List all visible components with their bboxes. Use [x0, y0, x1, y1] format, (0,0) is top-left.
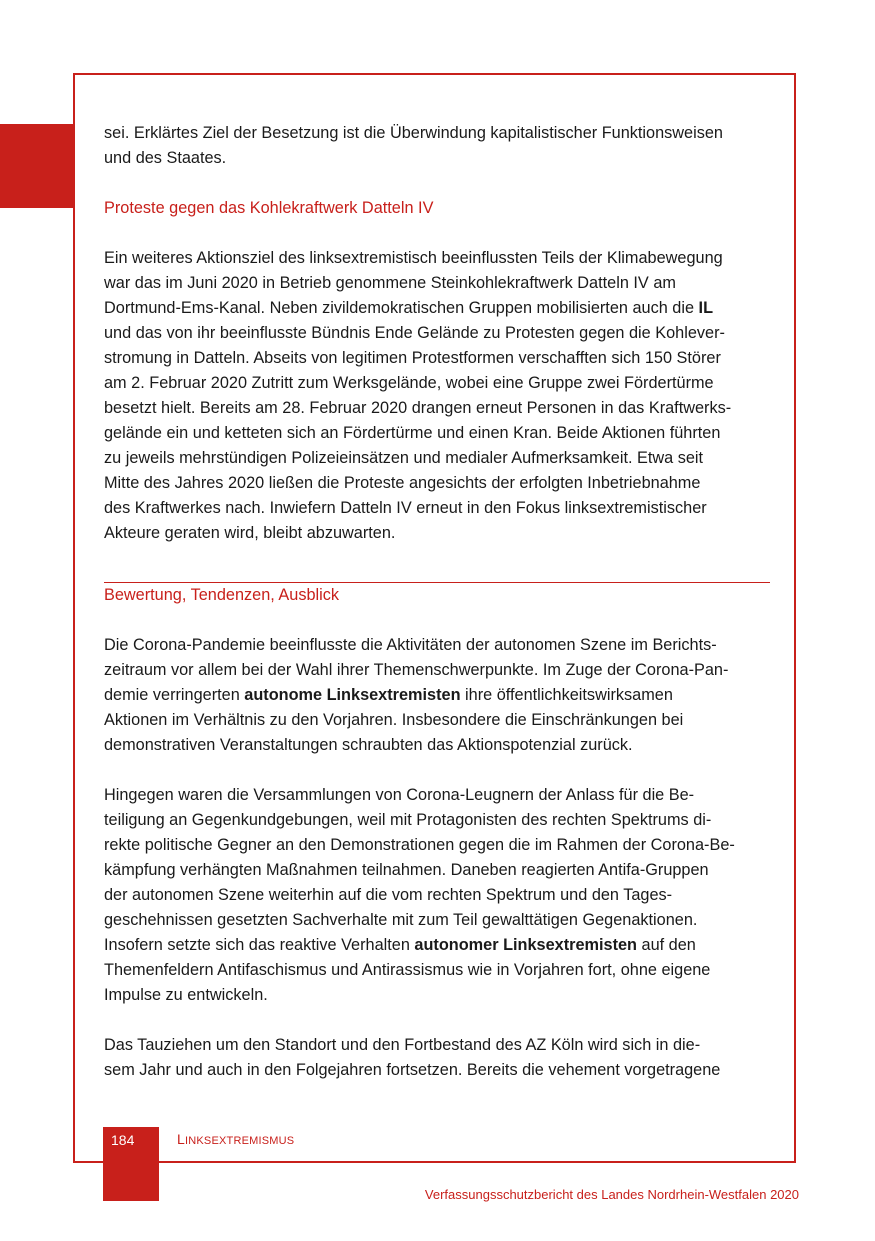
running-section-title: LINKSEXTREMISMUS: [177, 1131, 295, 1147]
text-line: demonstrativen Veranstaltungen schraubten das Aktionspotenzial zurück.: [104, 736, 633, 754]
text-line: Mitte des Jahres 2020 ließen die Proteste angesichts der erfolgten Inbetriebnahme: [104, 474, 701, 492]
publication-footer: Verfassungsschutzbericht des Landes Nordrhein-Westfalen 2020: [424, 1187, 799, 1202]
page-number-box: [103, 1127, 159, 1201]
section-heading-datteln: Proteste gegen das Kohlekraftwerk Datteln IV: [104, 199, 434, 217]
text-line: war das im Juni 2020 in Betrieb genommene Steinkohlekraftwerk Datteln IV am: [104, 274, 676, 292]
text-line: Das Tauziehen um den Standort und den Fortbestand des AZ Köln wird sich in die-: [104, 1036, 701, 1054]
chapter-tab-marker: [0, 124, 75, 208]
text-line: des Kraftwerkes nach. Inwiefern Datteln IV erneut in den Fokus linksextremistischer: [104, 499, 707, 517]
text-line: Insofern setzte sich das reaktive Verhalten autonomer Linksextremisten auf den: [104, 936, 696, 954]
text-line: teiligung an Gegenkundgebungen, weil mit Protagonisten des rechten Spektrums di-: [104, 811, 712, 829]
paragraph-az-koeln: [104, 1033, 770, 1083]
text-line: kämpfung verhängten Maßnahmen teilnahmen. Daneben reagierten Antifa-Gruppen: [104, 861, 709, 879]
text-line: und das von ihr beeinflusste Bündnis Ende Gelände zu Protesten gegen die Kohlever-: [104, 324, 725, 342]
text-line: sem Jahr und auch in den Folgejahren fortsetzen. Bereits die vehement vorgetragene: [104, 1061, 721, 1079]
section-heading-bewertung: Bewertung, Tendenzen, Ausblick: [104, 586, 340, 604]
text-line: Hingegen waren die Versammlungen von Corona-Leugnern der Anlass für die Be-: [104, 786, 695, 804]
text-line: der autonomen Szene weiterhin auf die vom rechten Spektrum und den Tages-: [104, 886, 673, 904]
text-line: zeitraum vor allem bei der Wahl ihrer Themenschwerpunkte. Im Zuge der Corona-Pan-: [104, 661, 729, 679]
bold-term: autonomer Linksextremisten: [414, 936, 637, 954]
bold-term: autonome Linksextremisten: [244, 686, 461, 704]
text-line: am 2. Februar 2020 Zutritt zum Werksgelände, wobei eine Gruppe zwei Fördertürme: [104, 374, 714, 392]
text-line: demie verringerten autonome Linksextremisten ihre öffentlichkeitswirksamen: [104, 686, 673, 704]
intro-line: sei. Erklärtes Ziel der Besetzung ist die Überwindung kapitalistischer Funktionsweisen: [104, 124, 723, 142]
text-line: gelände ein und ketteten sich an Fördertürme und einen Kran. Beide Aktionen führten: [104, 424, 721, 442]
text-line: stromung in Datteln. Abseits von legitimen Protestformen verschafften sich 150 Störer: [104, 349, 721, 367]
text-line: Dortmund-Ems-Kanal. Neben zivildemokratischen Gruppen mobilisierten auch die IL: [104, 299, 714, 317]
text-line: geschehnissen gesetzten Sachverhalte mit zum Teil gewalttätigen Gegenaktionen.: [104, 911, 698, 929]
text-line: rekte politische Gegner an den Demonstrationen gegen die im Rahmen der Corona-Be-: [104, 836, 735, 854]
text-line: besetzt hielt. Bereits am 28. Februar 2020 drangen erneut Personen in das Kraftwerks-: [104, 399, 732, 417]
paragraph-gegenkundgebungen: [104, 783, 770, 1008]
text-line: Themenfeldern Antifaschismus und Antirassismus wie in Vorjahren fort, ohne eigene: [104, 961, 711, 979]
page-number: 184: [111, 1132, 135, 1148]
text-line: Akteure geraten wird, bleibt abzuwarten.: [104, 524, 396, 542]
text-line: zu jeweils mehrstündigen Polizeieinsätzen und medialer Aufmerksamkeit. Etwa seit: [104, 449, 704, 467]
page-content: [104, 121, 770, 1083]
text-line: Impulse zu entwickeln.: [104, 986, 268, 1004]
paragraph-datteln: [104, 246, 770, 546]
text-line: Aktionen im Verhältnis zu den Vorjahren. Insbesondere die Einschränkungen bei: [104, 711, 684, 729]
paragraph-corona: [104, 633, 770, 758]
text-line: Ein weiteres Aktionsziel des linksextremistisch beeinflussten Teils der Klimabewegung: [104, 249, 723, 267]
intro-line: und des Staates.: [104, 149, 227, 167]
text-line: Die Corona-Pandemie beeinflusste die Aktivitäten der autonomen Szene im Berichts-: [104, 636, 717, 654]
bold-term-il: IL: [698, 299, 714, 317]
